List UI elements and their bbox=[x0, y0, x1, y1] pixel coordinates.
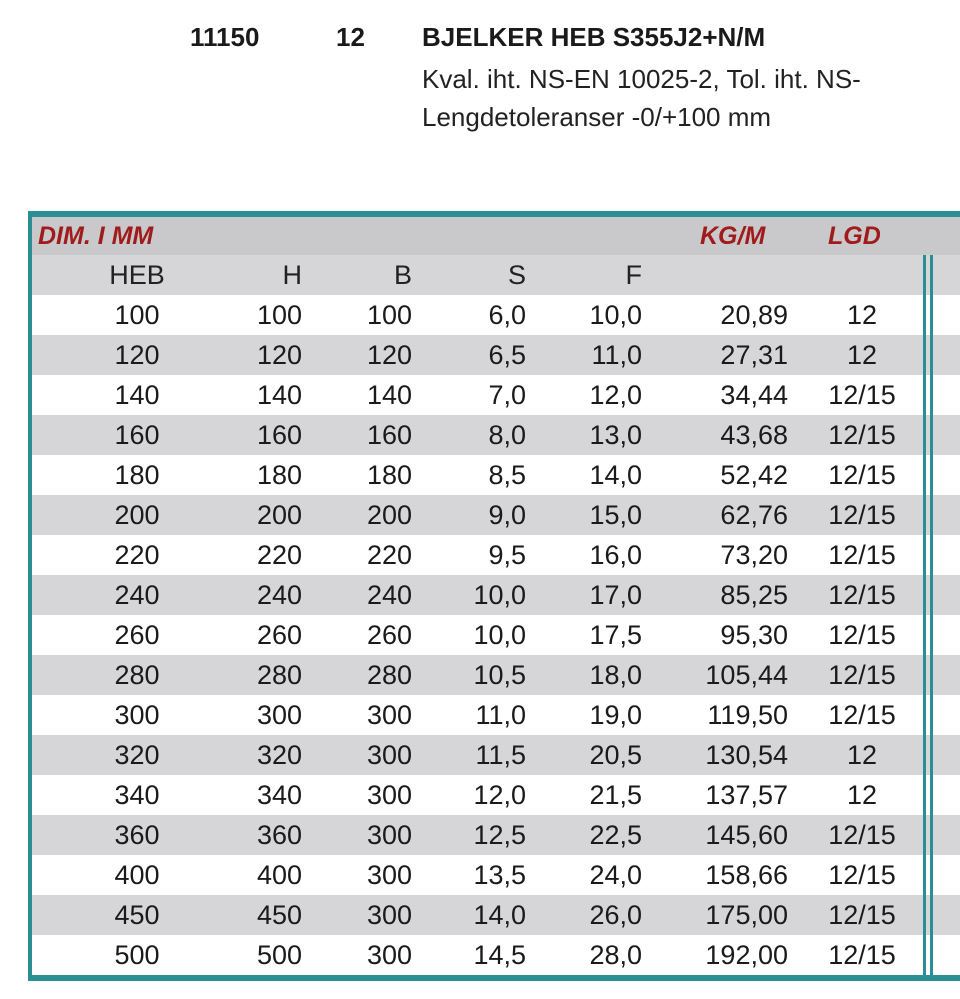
table-row bbox=[32, 855, 960, 895]
cell-heb: 300 bbox=[114, 700, 160, 730]
cell-h: 340 bbox=[256, 780, 302, 810]
cell-s: 10,0 bbox=[473, 620, 526, 650]
cell-heb: 450 bbox=[114, 900, 160, 930]
cell-kg-per-m: 192,00 bbox=[705, 940, 788, 970]
table-row bbox=[32, 695, 960, 735]
cell-h: 400 bbox=[256, 860, 302, 890]
table-bottom-border bbox=[28, 975, 960, 981]
cell-s: 7,0 bbox=[488, 380, 526, 410]
cell-length: 12/15 bbox=[828, 500, 896, 530]
dim-label: DIM. I MM bbox=[38, 222, 154, 250]
cell-h: 500 bbox=[256, 940, 302, 970]
lgd-label: LGD bbox=[828, 222, 881, 250]
table-row bbox=[32, 615, 960, 655]
cell-kg-per-m: 34,44 bbox=[720, 380, 788, 410]
cell-heb: 320 bbox=[114, 740, 160, 770]
table-row bbox=[32, 335, 960, 375]
cell-heb: 160 bbox=[114, 420, 160, 450]
col-f: F bbox=[625, 260, 642, 290]
cell-length: 12/15 bbox=[828, 540, 896, 570]
cell-b: 300 bbox=[366, 740, 412, 770]
cell-f: 18,0 bbox=[589, 660, 642, 690]
cell-b: 180 bbox=[366, 460, 412, 490]
cell-b: 300 bbox=[366, 940, 412, 970]
table-row bbox=[32, 735, 960, 775]
cell-s: 14,0 bbox=[473, 900, 526, 930]
cell-heb: 200 bbox=[114, 500, 160, 530]
table-row bbox=[32, 895, 960, 935]
col-h: H bbox=[282, 260, 302, 290]
table-row bbox=[32, 935, 960, 975]
cell-heb: 340 bbox=[114, 780, 160, 810]
length-tolerance-note: Lengdetoleranser -0/+100 mm bbox=[422, 102, 772, 132]
cell-kg-per-m: 158,66 bbox=[705, 860, 788, 890]
cell-kg-per-m: 175,00 bbox=[705, 900, 788, 930]
cell-b: 100 bbox=[366, 300, 412, 330]
cell-kg-per-m: 52,42 bbox=[720, 460, 788, 490]
cell-b: 280 bbox=[366, 660, 412, 690]
cell-f: 21,5 bbox=[589, 780, 642, 810]
cell-kg-per-m: 95,30 bbox=[720, 620, 788, 650]
cell-b: 220 bbox=[366, 540, 412, 570]
cell-heb: 220 bbox=[114, 540, 160, 570]
cell-length: 12/15 bbox=[828, 620, 896, 650]
beam-table bbox=[28, 211, 960, 987]
cell-f: 11,0 bbox=[591, 340, 642, 370]
cell-s: 12,5 bbox=[473, 820, 526, 850]
cell-f: 12,0 bbox=[589, 380, 642, 410]
col-heb: HEB bbox=[109, 260, 165, 290]
cell-h: 320 bbox=[256, 740, 302, 770]
cell-h: 220 bbox=[256, 540, 302, 570]
cell-kg-per-m: 73,20 bbox=[720, 540, 788, 570]
col-s: S bbox=[507, 260, 526, 290]
cell-s: 10,5 bbox=[473, 660, 526, 690]
cell-s: 9,0 bbox=[488, 500, 526, 530]
cell-length: 12/15 bbox=[828, 900, 896, 930]
cell-s: 6,0 bbox=[488, 300, 526, 330]
col-b: B bbox=[393, 260, 412, 290]
cell-h: 160 bbox=[256, 420, 302, 450]
cell-f: 16,0 bbox=[589, 540, 642, 570]
cell-s: 8,5 bbox=[488, 460, 526, 490]
cell-b: 160 bbox=[366, 420, 412, 450]
cell-kg-per-m: 20,89 bbox=[720, 300, 788, 330]
cell-h: 240 bbox=[256, 580, 302, 610]
quality-note: Kval. iht. NS-EN 10025-2, Tol. iht. NS- bbox=[422, 64, 861, 94]
cell-s: 14,5 bbox=[473, 940, 526, 970]
table-row bbox=[32, 535, 960, 575]
cell-f: 22,5 bbox=[589, 820, 642, 850]
cell-b: 120 bbox=[366, 340, 412, 370]
cell-h: 360 bbox=[256, 820, 302, 850]
right-divider-inner bbox=[930, 255, 933, 975]
cell-b: 140 bbox=[366, 380, 412, 410]
cell-kg-per-m: 62,76 bbox=[720, 500, 788, 530]
cell-f: 17,5 bbox=[589, 620, 642, 650]
cell-f: 28,0 bbox=[589, 940, 642, 970]
cell-h: 300 bbox=[256, 700, 302, 730]
cell-kg-per-m: 137,57 bbox=[705, 780, 788, 810]
cell-b: 300 bbox=[366, 900, 412, 930]
cell-heb: 180 bbox=[114, 460, 160, 490]
cell-length: 12 bbox=[846, 780, 878, 810]
table-row bbox=[32, 455, 960, 495]
cell-s: 13,5 bbox=[473, 860, 526, 890]
cell-heb: 120 bbox=[114, 340, 160, 370]
product-code: 11150 bbox=[190, 22, 260, 52]
table-row bbox=[32, 775, 960, 815]
cell-kg-per-m: 105,44 bbox=[705, 660, 788, 690]
cell-length: 12/15 bbox=[828, 660, 896, 690]
cell-f: 19,0 bbox=[589, 700, 642, 730]
cell-b: 260 bbox=[366, 620, 412, 650]
table-row bbox=[32, 815, 960, 855]
cell-b: 300 bbox=[366, 860, 412, 890]
table-row bbox=[32, 375, 960, 415]
cell-s: 6,5 bbox=[488, 340, 526, 370]
page-title: BJELKER HEB S355J2+N/M bbox=[422, 22, 766, 52]
cell-length: 12/15 bbox=[828, 580, 896, 610]
cell-kg-per-m: 85,25 bbox=[720, 580, 788, 610]
cell-f: 14,0 bbox=[589, 460, 642, 490]
cell-f: 10,0 bbox=[589, 300, 642, 330]
cell-length: 12 bbox=[846, 340, 878, 370]
table-row bbox=[32, 575, 960, 615]
cell-f: 20,5 bbox=[589, 740, 642, 770]
cell-b: 200 bbox=[366, 500, 412, 530]
cell-h: 280 bbox=[256, 660, 302, 690]
cell-s: 8,0 bbox=[488, 420, 526, 450]
cell-heb: 100 bbox=[114, 300, 160, 330]
right-divider bbox=[923, 255, 926, 975]
cell-b: 300 bbox=[366, 820, 412, 850]
cell-h: 180 bbox=[256, 460, 302, 490]
cell-length: 12/15 bbox=[828, 380, 896, 410]
product-subcode: 12 bbox=[336, 22, 365, 52]
cell-kg-per-m: 27,31 bbox=[720, 340, 788, 370]
cell-f: 24,0 bbox=[589, 860, 642, 890]
cell-kg-per-m: 145,60 bbox=[705, 820, 788, 850]
cell-s: 9,5 bbox=[488, 540, 526, 570]
cell-length: 12 bbox=[846, 300, 878, 330]
cell-kg-per-m: 43,68 bbox=[720, 420, 788, 450]
cell-heb: 240 bbox=[114, 580, 160, 610]
cell-heb: 260 bbox=[114, 620, 160, 650]
table-row bbox=[32, 655, 960, 695]
table-row bbox=[32, 295, 960, 335]
cell-f: 15,0 bbox=[589, 500, 642, 530]
cell-kg-per-m: 130,54 bbox=[705, 740, 788, 770]
cell-s: 10,0 bbox=[473, 580, 526, 610]
cell-length: 12 bbox=[846, 740, 878, 770]
cell-h: 100 bbox=[256, 300, 302, 330]
cell-h: 120 bbox=[256, 340, 302, 370]
column-header-row bbox=[32, 255, 960, 295]
cell-length: 12/15 bbox=[828, 460, 896, 490]
kg-label: KG/M bbox=[700, 222, 766, 250]
cell-h: 450 bbox=[256, 900, 302, 930]
cell-f: 13,0 bbox=[589, 420, 642, 450]
table-row bbox=[32, 415, 960, 455]
cell-heb: 360 bbox=[114, 820, 160, 850]
table-row bbox=[32, 495, 960, 535]
cell-length: 12/15 bbox=[828, 820, 896, 850]
cell-b: 300 bbox=[366, 700, 412, 730]
cell-length: 12/15 bbox=[828, 860, 896, 890]
cell-f: 17,0 bbox=[589, 580, 642, 610]
cell-kg-per-m: 119,50 bbox=[707, 700, 788, 730]
cell-h: 260 bbox=[256, 620, 302, 650]
cell-heb: 400 bbox=[114, 860, 160, 890]
group-header-row bbox=[32, 217, 960, 255]
cell-s: 12,0 bbox=[473, 780, 526, 810]
cell-s: 11,5 bbox=[475, 740, 526, 770]
cell-heb: 140 bbox=[114, 380, 160, 410]
cell-f: 26,0 bbox=[589, 900, 642, 930]
cell-length: 12/15 bbox=[828, 420, 896, 450]
cell-b: 240 bbox=[366, 580, 412, 610]
cell-heb: 280 bbox=[114, 660, 160, 690]
cell-h: 140 bbox=[256, 380, 302, 410]
cell-s: 11,0 bbox=[475, 700, 526, 730]
cell-h: 200 bbox=[256, 500, 302, 530]
cell-length: 12/15 bbox=[828, 700, 896, 730]
cell-b: 300 bbox=[366, 780, 412, 810]
cell-heb: 500 bbox=[114, 940, 160, 970]
cell-length: 12/15 bbox=[828, 940, 896, 970]
